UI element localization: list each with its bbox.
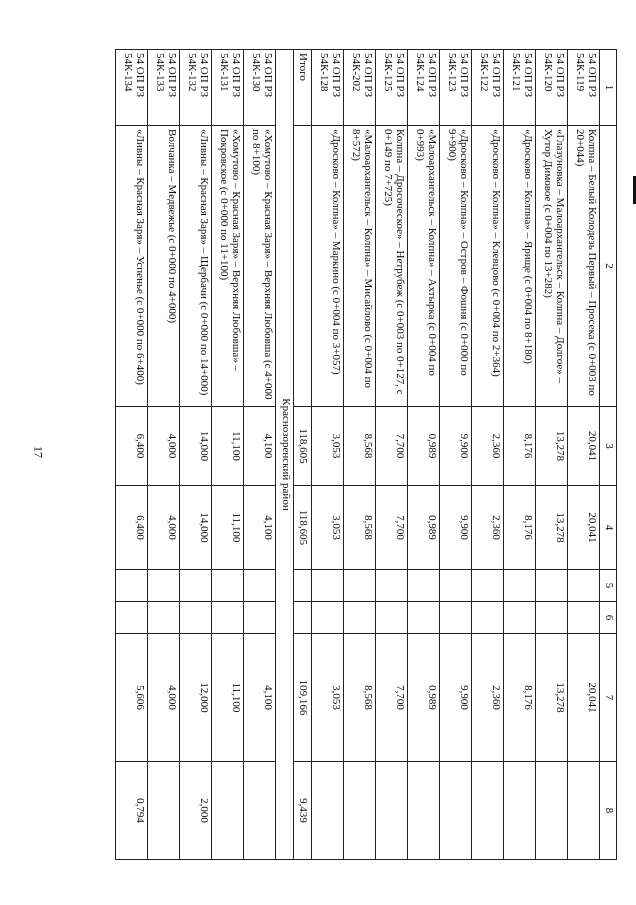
- road-name: Колпна – Дросоческое» – Нетрубеж (с 0+003 по 0+127, с 0+149 по 7+725): [375, 126, 407, 407]
- road-code: 54 ОП РЗ 54К-119: [567, 50, 599, 126]
- length-col6: [503, 602, 535, 634]
- length-col5: [116, 570, 148, 602]
- total-row: [294, 50, 312, 860]
- length-col4: 2,360: [471, 486, 503, 570]
- road-code: 54 ОП РЗ 54К-125: [375, 50, 407, 126]
- road-code: 54 ОП РЗ 54К-133: [148, 50, 180, 126]
- length-total: 9,900: [439, 407, 471, 486]
- road-code: 54 ОП РЗ 54К-124: [407, 50, 439, 126]
- length-col4: 14,000: [180, 486, 212, 570]
- total-empty-cell: [294, 570, 312, 602]
- column-header: 4: [600, 486, 617, 570]
- length-col4: 13,278: [535, 486, 567, 570]
- length-col5: [311, 570, 343, 602]
- table-row: [212, 50, 244, 860]
- length-col8: 0,794: [116, 762, 148, 860]
- column-header: 3: [600, 407, 617, 486]
- length-col4: 4,000: [148, 486, 180, 570]
- table-row: [535, 50, 567, 860]
- length-total: 13,278: [535, 407, 567, 486]
- total-col3: 118,605: [294, 407, 312, 486]
- length-col7: 20,041: [567, 634, 599, 762]
- length-total: 8,568: [343, 407, 375, 486]
- length-col4: 9,900: [439, 486, 471, 570]
- column-header: 2: [600, 126, 617, 407]
- road-name: «Дросково – Колпна» – Клевцово (с 0+004 по 2+364): [471, 126, 503, 407]
- length-col4: 6,400: [116, 486, 148, 570]
- table-row: [180, 50, 212, 860]
- length-col7: 13,278: [535, 634, 567, 762]
- section-row: [276, 50, 294, 860]
- length-col8: [567, 762, 599, 860]
- length-col5: [148, 570, 180, 602]
- length-total: 7,700: [375, 407, 407, 486]
- length-col7: 4,000: [148, 634, 180, 762]
- length-col5: [503, 570, 535, 602]
- length-col8: [407, 762, 439, 860]
- length-col6: [471, 602, 503, 634]
- length-col8: [471, 762, 503, 860]
- road-code: 54 ОП РЗ 54К-128: [311, 50, 343, 126]
- length-total: 0,989: [407, 407, 439, 486]
- total-col8: 9,439: [294, 762, 312, 860]
- table-row: [567, 50, 599, 860]
- road-name: «Глазуновка – Малоархангельск – Колпна – Долгое» – Хутор Димовое (с 0+004 по 13+282): [535, 126, 567, 407]
- length-col7: 4,100: [244, 634, 276, 762]
- length-col7: 5,606: [116, 634, 148, 762]
- column-header: 1: [600, 50, 617, 126]
- length-col5: [212, 570, 244, 602]
- table-row: [503, 50, 535, 860]
- table-row: [311, 50, 343, 860]
- length-col5: [375, 570, 407, 602]
- rotated-page-content: [115, 49, 617, 859]
- length-col4: 11,100: [212, 486, 244, 570]
- length-col8: [439, 762, 471, 860]
- length-col6: [407, 602, 439, 634]
- column-header-row: [600, 50, 617, 860]
- length-total: 2,360: [471, 407, 503, 486]
- length-col6: [567, 602, 599, 634]
- length-col7: 2,360: [471, 634, 503, 762]
- table-row: [471, 50, 503, 860]
- length-total: 4,000: [148, 407, 180, 486]
- road-code: 54 ОП РЗ 54К-130: [244, 50, 276, 126]
- length-col7: 11,100: [212, 634, 244, 762]
- length-col6: [212, 602, 244, 634]
- total-col7: 109,166: [294, 634, 312, 762]
- road-name: «Ливны – Красная Заря» – Успенье (с 0+000 по 6+400): [116, 126, 148, 407]
- road-name: «Малоархангельск – Колпна» – Мисайлово (с 0+004 по 8+572): [343, 126, 375, 407]
- length-col5: [244, 570, 276, 602]
- road-name: Волчанка – Медвежье (с 0+000 по 4+000): [148, 126, 180, 407]
- column-header: 7: [600, 634, 617, 762]
- length-col6: [343, 602, 375, 634]
- column-header: 8: [600, 762, 617, 860]
- length-col4: 8,176: [503, 486, 535, 570]
- table-row: [343, 50, 375, 860]
- length-col8: [148, 762, 180, 860]
- length-col4: 8,568: [343, 486, 375, 570]
- road-name: «Дросково – Колпна» – Остров – Фошня (с 0+000 по 9+900): [439, 126, 471, 407]
- road-code: 54 ОП РЗ 54К-134: [116, 50, 148, 126]
- road-code: 54 ОП РЗ 54К-121: [503, 50, 535, 126]
- length-total: 14,000: [180, 407, 212, 486]
- length-col8: [212, 762, 244, 860]
- page-number: 17: [31, 446, 46, 458]
- road-name: «Дросково – Колпна» – Маркино (с 0+004 по 3+057): [311, 126, 343, 407]
- length-col8: [535, 762, 567, 860]
- length-total: 3,053: [311, 407, 343, 486]
- length-col8: [375, 762, 407, 860]
- road-name: «Хомутово – Красная Заря» – Верхняя Любовша (с 4+000 по 8+100): [244, 126, 276, 407]
- length-col7: 0,989: [407, 634, 439, 762]
- table-row: [439, 50, 471, 860]
- length-col8: [343, 762, 375, 860]
- road-code: 54 ОП РЗ 54К-123: [439, 50, 471, 126]
- road-code: 54 ОП РЗ 54К-120: [535, 50, 567, 126]
- length-col8: [311, 762, 343, 860]
- column-header: 6: [600, 602, 617, 634]
- road-code: 54 ОП РЗ 54К-202: [343, 50, 375, 126]
- length-total: 11,100: [212, 407, 244, 486]
- section-title: Краснозоренский район: [276, 50, 294, 860]
- length-col5: [535, 570, 567, 602]
- length-total: 8,176: [503, 407, 535, 486]
- length-col8: [244, 762, 276, 860]
- length-col4: 20,041: [567, 486, 599, 570]
- length-col5: [471, 570, 503, 602]
- road-code: 54 ОП РЗ 54К-132: [180, 50, 212, 126]
- table-row: [375, 50, 407, 860]
- length-col4: 3,053: [311, 486, 343, 570]
- road-name: «Дросково – Колпна» – Ярище (с 0+004 по 8+180): [503, 126, 535, 407]
- roads-table: [115, 49, 617, 860]
- total-col4: 118,605: [294, 486, 312, 570]
- length-col6: [311, 602, 343, 634]
- table-row: [148, 50, 180, 860]
- length-total: 6,400: [116, 407, 148, 486]
- length-col4: 7,700: [375, 486, 407, 570]
- length-col6: [375, 602, 407, 634]
- length-col5: [407, 570, 439, 602]
- length-col7: 3,053: [311, 634, 343, 762]
- length-col6: [148, 602, 180, 634]
- length-col5: [180, 570, 212, 602]
- length-col8: [503, 762, 535, 860]
- road-name: «Малоархангельск – Колпна» – Ахтырка (с 0+004 по 0+993): [407, 126, 439, 407]
- column-header: 5: [600, 570, 617, 602]
- length-col6: [116, 602, 148, 634]
- length-col7: 8,176: [503, 634, 535, 762]
- length-col7: 8,568: [343, 634, 375, 762]
- length-col5: [567, 570, 599, 602]
- roads-table-body: [116, 50, 617, 860]
- road-name: «Ливны – Красная Заря» – Щербачи (с 0+000 по 14+000): [180, 126, 212, 407]
- length-total: 4,100: [244, 407, 276, 486]
- length-col6: [439, 602, 471, 634]
- road-name: Колпна – Белый Колодезь Первый – Просека (с 0+003 по 20+044): [567, 126, 599, 407]
- length-col6: [244, 602, 276, 634]
- length-col8: 2,000: [180, 762, 212, 860]
- table-row: [116, 50, 148, 860]
- road-code: 54 ОП РЗ 54К-131: [212, 50, 244, 126]
- road-code: 54 ОП РЗ 54К-122: [471, 50, 503, 126]
- length-col6: [535, 602, 567, 634]
- length-col5: [343, 570, 375, 602]
- length-col7: 7,700: [375, 634, 407, 762]
- length-col7: 9,900: [439, 634, 471, 762]
- table-row: [407, 50, 439, 860]
- road-name: «Хомутово – Красная Заря» – Верхняя Любовша» – Покровское (с 0+000 по 11+100): [212, 126, 244, 407]
- length-col7: 12,000: [180, 634, 212, 762]
- table-row: [244, 50, 276, 860]
- length-col4: 4,100: [244, 486, 276, 570]
- length-col4: 0,989: [407, 486, 439, 570]
- length-total: 20,041: [567, 407, 599, 486]
- total-empty-cell: [294, 602, 312, 634]
- total-label: Итого: [294, 50, 312, 126]
- total-empty-cell: [294, 126, 312, 407]
- length-col5: [439, 570, 471, 602]
- length-col6: [180, 602, 212, 634]
